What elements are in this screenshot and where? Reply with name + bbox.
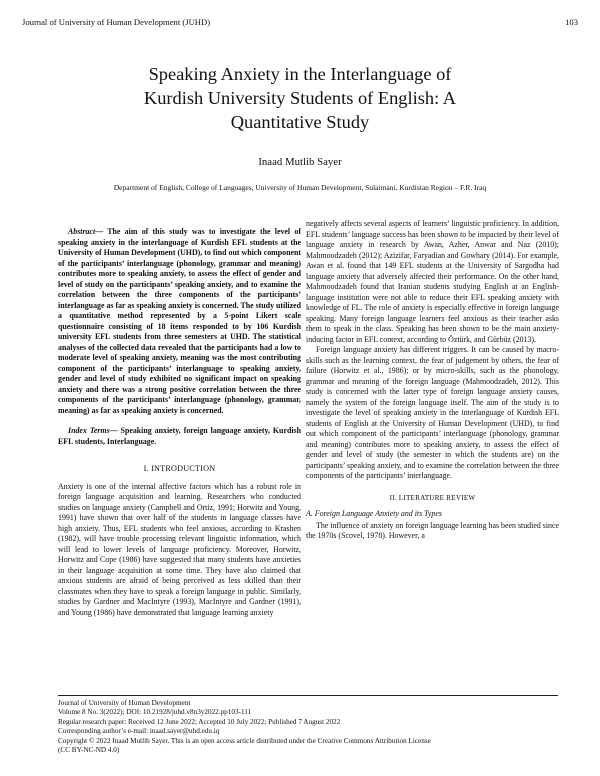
author-name: Inaad Mutlib Sayer — [258, 156, 342, 168]
section-heading-literature-review: II. LITERATURE REVIEW — [389, 493, 476, 502]
body-paragraph: negatively affects several aspects of learners’ linguistic proficiency. In addition, EFL students’ language success has been shown to be impacted by their level of language anxiety in research by Awan, Azher, Anwar and Naz (2010); Mahmoodzadeh (2012); Azizifar, Faryadian and Gowhary (2014). For example, Awan et al. found that 149 EFL students at the University of Sargodha had language anxiety that adversely affected their performance. On the other hand, Mahmoodzadeh found that Iranian students studying English at an English-language institution were not able to reduce their EFL speaking anxiety with knowledge of FL. The role of anxiety is especially effective in foreign language speaking. Many foreign language learners feel anxious as their teacher asks them to speak in the class. Speaking has been shown to be the main anxiety-inducing factor in EFL context, according to Öztürk, and Gürbüz (2013). — [306, 219, 559, 344]
running-head — [22, 17, 578, 29]
abstract-label: Abstract — [68, 227, 96, 236]
footer-line: Copyright © 2022 Inaad Mutlib Sayer. This is an open access article distributed under the Creative Commons Attribution License — [58, 736, 431, 745]
right-column — [306, 219, 559, 542]
index-terms-label: Index Terms — [68, 426, 110, 435]
index-terms-text: — Speaking anxiety, foreign language anxiety, Kurdish EFL students, Interlanguage. — [58, 426, 301, 446]
footer-line: Regular research paper: Received 12 June 2022; Accepted 10 July 2022; Published 7 August 2022 — [58, 717, 341, 726]
body-paragraph: Foreign language anxiety has different triggers. It can be caused by macro-skills such as the learning context, the fear of judgement by others, the fear of failure (Horwitz et al., 1986); or by micro-skills, such as the phonology, grammar and meaning of the foreign language (Mahmoodzadeh, 2012). This study is concerned with the latter type of foreign language anxiety causes, namely the system of the foreign language itself. The aim of the study is to investigate the level of speaking anxiety in the interlanguage of Kurdish EFL students of English at the University of Human Development (UHD), to find out which component of the participants’ interlanguage (phonology, grammar and meaning) contributes more to speaking anxiety, to assess the effect of gender and level of study (the semester in which the students are) on the participants’ speaking anxiety, and to examine the correlation between the three components of the participants’ interlanguage. — [306, 345, 559, 480]
body-paragraph: Anxiety is one of the internal affective factors which has a robust role in foreign language acquisition and learning. Researchers who conducted studies on language anxiety (Campbell and Ortiz, 1991; Horwitz and Young, 1991) have shown that over half of the students in language classes have high anxiety. Thus, EFL students who feel anxious, according to Krashen (1982), will have trouble processing relevant linguistic information, which will lead to lower levels of language proficiency. Moreover, Horwitz, Horwitz and Cope (1986) have suggested that many students have anxieties in their language acquisition at some time. They have also claimed that anxious students are afraid of being perceived as less skilled than their classmates when they have to speak a foreign language in public. Similarly, studies by Gardner and MacIntyre (1993), MacIntyre and Gardner (1991), and Young (1986) have demonstrated that language learning anxiety — [58, 481, 301, 617]
subsection-heading: A. Foreign Language Anxiety and its Types — [306, 509, 442, 518]
title-line: Quantitative Study — [230, 112, 370, 132]
footer-divider — [58, 695, 558, 696]
left-column — [58, 227, 301, 618]
paper-title — [60, 62, 540, 134]
journal-name: Journal of University of Human Development (JUHD) — [22, 17, 211, 27]
index-terms — [58, 426, 301, 447]
body-paragraph: The influence of anxiety on foreign language learning has been studied since the 1970s (Scovel, 1978). However, a — [306, 520, 559, 540]
author-affiliation: Department of English, College of Languages, University of Human Development, Sulaimani, Kurdistan Region – F.R. Iraq — [113, 183, 487, 192]
title-line: Speaking Anxiety in the Interlanguage of — [148, 64, 452, 84]
abstract — [58, 227, 301, 416]
page-number: 103 — [565, 17, 578, 27]
publication-footer — [58, 699, 558, 755]
footer-line: (CC BY-NC-ND 4.0) — [58, 746, 120, 755]
title-line: Kurdish University Students of English: A — [143, 88, 457, 108]
abstract-text: — The aim of this study was to investigate the level of speaking anxiety in the interlanguage of Kurdish EFL students at the University of Human Development (UHD), to find out which component of the participants’ interlanguage (phonology, grammar and meaning) contributes more to speaking anxiety, to assess the effect of gender and level of study on the participants’ speaking anxiety, and to examine the correlation between the three components of the participants’ interlanguage as far as speaking anxiety is concerned. The study utilized a quantitative method represented by a 5-point Likert scale questionnaire consisting of 18 items responded to by 106 Kurdish university EFL students from three semesters at UHD. The statistical analyses of the collected data revealed that the participants had a low to moderate level of speaking anxiety, meaning was the most contributing component of the participants’ interlanguage to speaking anxiety, gender and level of study exhibited no significant impact on speaking anxiety and there was a strong positive correlation between the three components of the participants’ interlanguage (phonology, grammar, meaning) as far as speaking anxiety is concerned. — [58, 227, 301, 415]
footer-line: Corresponding author’s e-mail: inaad.sayer@uhd.edu.iq — [58, 727, 220, 736]
footer-line: Volume 8 No. 3(2022); DOI: 10.21928/juhd.v8n3y2022.pp103-111 — [58, 708, 252, 717]
footer-line: Journal of University of Human Development — [58, 699, 191, 707]
section-heading-introduction: I. INTRODUCTION — [143, 464, 216, 473]
